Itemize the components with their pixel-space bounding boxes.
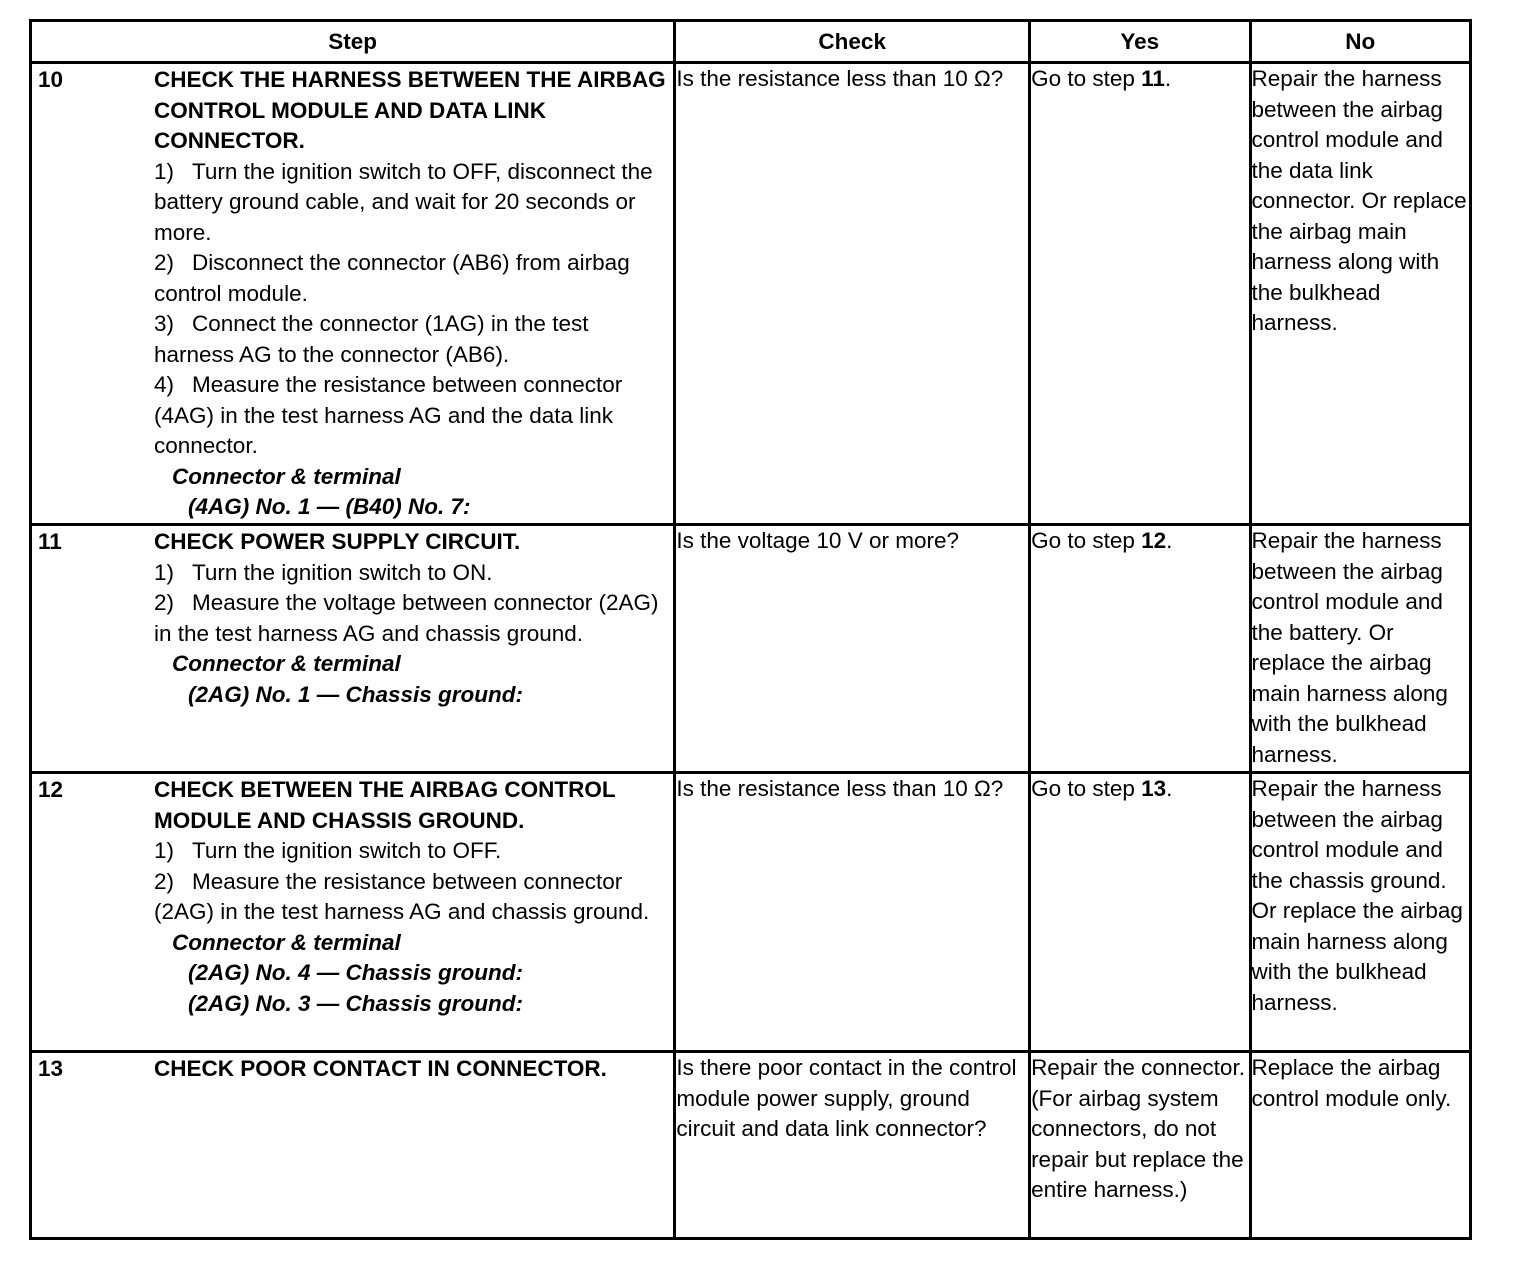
yes-cell: Repair the connector. (For airbag system connectors, do not repair but replace the entire harness.) [1030,1052,1250,1239]
connector-terminal-line: (4AG) No. 1 — (B40) No. 7: [188,494,471,519]
step-title: CHECK POOR CONTACT IN CONNECTOR. [154,1056,607,1081]
substep: 1) Turn the ignition switch to ON. [154,559,493,585]
diagnostic-table [29,19,1472,1240]
header-step: Step [31,21,675,63]
substep: 3) Connect the connector (1AG) in the test harness AG to the connector (AB6). [154,311,589,367]
check-cell: Is the voltage 10 V or more? [675,525,1030,773]
step-cell [31,1052,675,1239]
yes-cell: Go to step 13. [1030,773,1250,1052]
header-check: Check [675,21,1030,63]
step-number: 12 [38,777,64,802]
connector-terminal-label: Connector & terminal [172,651,401,676]
step-number: 11 [38,529,62,554]
table-row [31,773,1471,1052]
substep: 2) Measure the voltage between connector (2AG) in the test harness AG and chassis ground. [154,590,659,646]
step-cell [31,63,675,525]
substep: 2) Measure the resistance between connector (2AG) in the test harness AG and chassis ground. [154,868,650,924]
step-title: CHECK BETWEEN THE AIRBAG CONTROL MODULE AND CHASSIS GROUND. [154,777,616,833]
step-number: 13 [38,1056,64,1081]
step-cell [31,525,675,773]
header-no: No [1250,21,1470,63]
substep: 2) Disconnect the connector (AB6) from airbag control module. [154,250,630,306]
connector-terminal-line: (2AG) No. 4 — Chassis ground: [188,960,524,985]
yes-cell: Go to step 12. [1030,525,1250,773]
no-cell: Repair the harness between the airbag control module and the chassis ground. Or replace the airbag main harness along with the bulkhead harness. [1250,773,1470,1052]
connector-terminal-line: (2AG) No. 3 — Chassis ground: [188,990,524,1016]
header-yes: Yes [1030,21,1250,63]
substep: 1) Turn the ignition switch to OFF, disconnect the battery ground cable, and wait for 20 seconds or more. [154,158,653,245]
no-cell: Repair the harness between the airbag control module and the battery. Or replace the airbag main harness along with the bulkhead harness. [1250,525,1470,773]
check-cell: Is there poor contact in the control module power supply, ground circuit and data link connector? [675,1052,1030,1239]
step-title: CHECK THE HARNESS BETWEEN THE AIRBAG CONTROL MODULE AND DATA LINK CONNECTOR. [154,67,666,153]
step-number: 10 [38,67,64,92]
check-cell: Is the resistance less than 10 Ω? [675,773,1030,1052]
connector-terminal-line: (2AG) No. 1 — Chassis ground: [188,681,524,707]
substep: 4) Measure the resistance between connector (4AG) in the test harness AG and the data link connector. [154,372,623,458]
no-cell: Repair the harness between the airbag control module and the data link connector. Or replace the airbag main harness along with the bulkhead harness. [1250,63,1470,525]
substep: 1) Turn the ignition switch to OFF. [154,838,502,863]
connector-terminal-label: Connector & terminal [172,463,401,489]
step-title: CHECK POWER SUPPLY CIRCUIT. [154,529,521,554]
header-row [31,21,1471,63]
step-cell [31,773,675,1052]
yes-cell: Go to step 11. [1030,63,1250,525]
check-cell: Is the resistance less than 10 Ω? [675,63,1030,525]
table-row [31,1052,1471,1239]
table-row [31,63,1471,525]
connector-terminal-label: Connector & terminal [172,929,401,955]
no-cell: Replace the airbag control module only. [1250,1052,1470,1239]
table-row [31,525,1471,773]
